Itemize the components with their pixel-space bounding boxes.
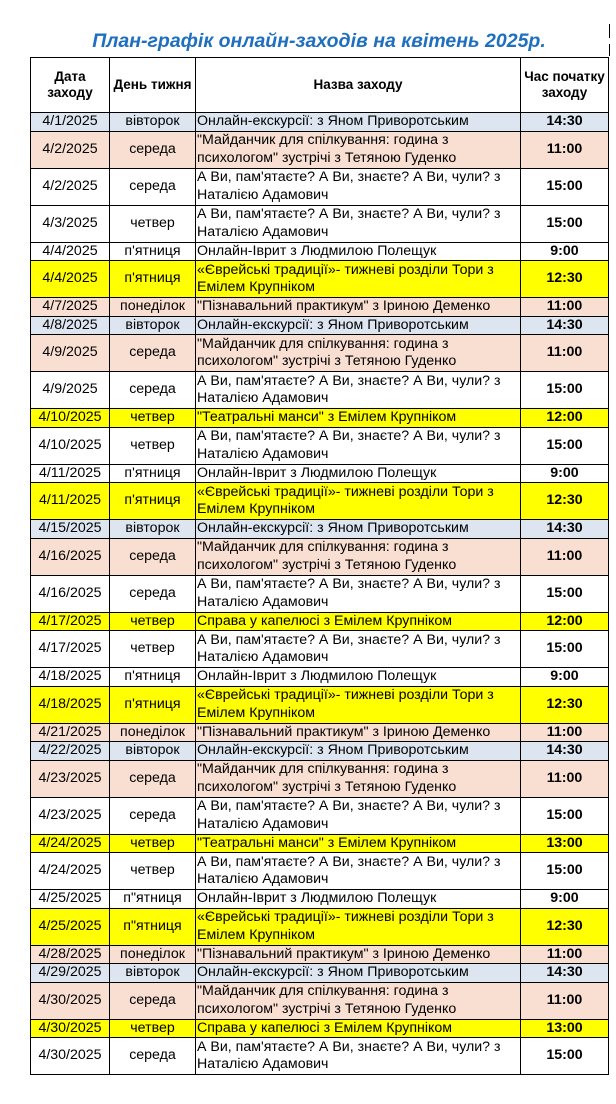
cell-event-name: Онлайн-екскурсії: з Яном Приворотським xyxy=(196,742,521,761)
table-row xyxy=(31,205,609,242)
cell-day: вівторок xyxy=(110,113,196,132)
cell-date: 4/9/2025 xyxy=(31,335,110,372)
table-row xyxy=(31,168,609,205)
cell-event-name: А Ви, пам'ятаєте? А Ви, знаєте? А Ви, чули? з Наталією Адамович xyxy=(196,1038,521,1075)
cell-start-time: 13:00 xyxy=(521,1019,609,1038)
table-row xyxy=(31,538,609,575)
cell-event-name: А Ви, пам'ятаєте? А Ви, знаєте? А Ви, чули? з Наталією Адамович xyxy=(196,797,521,834)
header-day: День тижня xyxy=(110,58,196,113)
cell-event-name: Онлайн-Іврит з Людмилою Полещук xyxy=(196,668,521,687)
header-name: Назва заходу xyxy=(196,58,521,113)
edge-divider xyxy=(609,44,610,56)
cell-date: 4/29/2025 xyxy=(31,964,110,983)
cell-event-name: "Пізнавальний практикум" з Іриною Деменко xyxy=(196,723,521,742)
cell-start-time: 12:00 xyxy=(521,612,609,631)
cell-date: 4/1/2025 xyxy=(31,113,110,132)
cell-day: понеділок xyxy=(110,723,196,742)
cell-day: четвер xyxy=(110,427,196,464)
table-row xyxy=(31,686,609,723)
cell-start-time: 15:00 xyxy=(521,205,609,242)
page-title: План-графік онлайн-заходів на квітень 2025р. xyxy=(92,30,546,52)
cell-day: середа xyxy=(110,538,196,575)
cell-start-time: 15:00 xyxy=(521,631,609,668)
cell-event-name: Онлайн-екскурсії: з Яном Приворотським xyxy=(196,520,521,539)
table-row xyxy=(31,853,609,890)
cell-date: 4/30/2025 xyxy=(31,1019,110,1038)
cell-date: 4/25/2025 xyxy=(31,908,110,945)
cell-date: 4/10/2025 xyxy=(31,409,110,428)
cell-date: 4/24/2025 xyxy=(31,834,110,853)
cell-start-time: 11:00 xyxy=(521,538,609,575)
table-row xyxy=(31,964,609,983)
cell-day: п"ятниця xyxy=(110,908,196,945)
cell-day: п'ятниця xyxy=(110,261,196,298)
cell-date: 4/16/2025 xyxy=(31,575,110,612)
table-row xyxy=(31,982,609,1019)
cell-day: середа xyxy=(110,982,196,1019)
cell-day: середа xyxy=(110,168,196,205)
table-header-row xyxy=(31,58,609,113)
cell-date: 4/11/2025 xyxy=(31,483,110,520)
table-row xyxy=(31,945,609,964)
cell-date: 4/24/2025 xyxy=(31,853,110,890)
cell-start-time: 11:00 xyxy=(521,298,609,317)
table-row xyxy=(31,631,609,668)
cell-event-name: Онлайн-екскурсії: з Яном Приворотським xyxy=(196,113,521,132)
cell-event-name: А Ви, пам'ятаєте? А Ви, знаєте? А Ви, чули? з Наталією Адамович xyxy=(196,427,521,464)
cell-start-time: 15:00 xyxy=(521,168,609,205)
cell-day: п"ятниця xyxy=(110,890,196,909)
table-row xyxy=(31,242,609,261)
table-row xyxy=(31,1019,609,1038)
cell-event-name: Справа у капелюсі з Емілем Крупніком xyxy=(196,1019,521,1038)
cell-start-time: 13:00 xyxy=(521,834,609,853)
cell-event-name: "Майданчик для спілкування: година з психологом" зустрічі з Тетяною Гуденко xyxy=(196,131,521,168)
cell-event-name: «Єврейські традиції»- тижневі розділи Тори з Емілем Крупніком xyxy=(196,686,521,723)
cell-date: 4/15/2025 xyxy=(31,520,110,539)
cell-date: 4/3/2025 xyxy=(31,205,110,242)
cell-date: 4/25/2025 xyxy=(31,890,110,909)
cell-start-time: 15:00 xyxy=(521,372,609,409)
cell-day: п'ятниця xyxy=(110,242,196,261)
table-row xyxy=(31,372,609,409)
table-row xyxy=(31,760,609,797)
table-row xyxy=(31,298,609,317)
cell-start-time: 12:00 xyxy=(521,409,609,428)
cell-date: 4/18/2025 xyxy=(31,668,110,687)
cell-day: четвер xyxy=(110,1019,196,1038)
cell-start-time: 14:30 xyxy=(521,316,609,335)
table-row xyxy=(31,113,609,132)
cell-date: 4/7/2025 xyxy=(31,298,110,317)
cell-event-name: «Єврейські традиції»- тижневі розділи Тори з Емілем Крупніком xyxy=(196,483,521,520)
table-row xyxy=(31,797,609,834)
table-row xyxy=(31,427,609,464)
cell-start-time: 12:30 xyxy=(521,908,609,945)
cell-date: 4/8/2025 xyxy=(31,316,110,335)
cell-start-time: 9:00 xyxy=(521,890,609,909)
cell-event-name: А Ви, пам'ятаєте? А Ви, знаєте? А Ви, чули? з Наталією Адамович xyxy=(196,205,521,242)
cell-start-time: 11:00 xyxy=(521,723,609,742)
cell-day: четвер xyxy=(110,631,196,668)
table-row xyxy=(31,131,609,168)
cell-event-name: "Театральні манси" з Емілем Крупніком xyxy=(196,834,521,853)
cell-date: 4/2/2025 xyxy=(31,168,110,205)
cell-day: вівторок xyxy=(110,964,196,983)
cell-event-name: Справа у капелюсі з Емілем Крупніком xyxy=(196,612,521,631)
cell-start-time: 9:00 xyxy=(521,668,609,687)
cell-event-name: Онлайн-екскурсії: з Яном Приворотським xyxy=(196,316,521,335)
table-row xyxy=(31,483,609,520)
cell-event-name: А Ви, пам'ятаєте? А Ви, знаєте? А Ви, чули? з Наталією Адамович xyxy=(196,853,521,890)
cell-start-time: 14:30 xyxy=(521,964,609,983)
cell-event-name: "Пізнавальний практикум" з Іриною Деменко xyxy=(196,945,521,964)
cell-event-name: Онлайн-Іврит з Людмилою Полещук xyxy=(196,890,521,909)
cell-date: 4/2/2025 xyxy=(31,131,110,168)
cell-day: четвер xyxy=(110,612,196,631)
cell-start-time: 15:00 xyxy=(521,1038,609,1075)
table-row xyxy=(31,316,609,335)
cell-start-time: 12:30 xyxy=(521,483,609,520)
cell-start-time: 15:00 xyxy=(521,797,609,834)
cell-day: понеділок xyxy=(110,945,196,964)
cell-day: середа xyxy=(110,131,196,168)
cell-day: середа xyxy=(110,760,196,797)
table-row xyxy=(31,575,609,612)
table-row xyxy=(31,612,609,631)
cell-day: п'ятниця xyxy=(110,668,196,687)
cell-event-name: "Пізнавальний практикум" з Іриною Деменко xyxy=(196,298,521,317)
cell-start-time: 15:00 xyxy=(521,427,609,464)
cell-start-time: 15:00 xyxy=(521,853,609,890)
table-row xyxy=(31,520,609,539)
cell-event-name: А Ви, пам'ятаєте? А Ви, знаєте? А Ви, чули? з Наталією Адамович xyxy=(196,168,521,205)
cell-day: четвер xyxy=(110,853,196,890)
table-row xyxy=(31,335,609,372)
cell-date: 4/17/2025 xyxy=(31,631,110,668)
cell-date: 4/30/2025 xyxy=(31,982,110,1019)
cell-event-name: "Майданчик для спілкування: година з психологом" зустрічі з Тетяною Гуденко xyxy=(196,538,521,575)
cell-start-time: 14:30 xyxy=(521,742,609,761)
cell-event-name: «Єврейські традиції»- тижневі розділи Тори з Емілем Крупніком xyxy=(196,261,521,298)
cell-start-time: 14:30 xyxy=(521,113,609,132)
cell-date: 4/16/2025 xyxy=(31,538,110,575)
cell-start-time: 12:30 xyxy=(521,261,609,298)
table-row xyxy=(31,1038,609,1075)
cell-event-name: "Майданчик для спілкування: година з психологом" зустрічі з Тетяною Гуденко xyxy=(196,982,521,1019)
table-row xyxy=(31,890,609,909)
cell-event-name: А Ви, пам'ятаєте? А Ви, знаєте? А Ви, чули? з Наталією Адамович xyxy=(196,575,521,612)
table-row xyxy=(31,908,609,945)
cell-event-name: "Майданчик для спілкування: година з психологом" зустрічі з Тетяною Гуденко xyxy=(196,760,521,797)
cell-start-time: 9:00 xyxy=(521,464,609,483)
cell-start-time: 9:00 xyxy=(521,242,609,261)
cell-day: п'ятниця xyxy=(110,686,196,723)
cell-start-time: 11:00 xyxy=(521,760,609,797)
cell-date: 4/10/2025 xyxy=(31,427,110,464)
table-row xyxy=(31,409,609,428)
cell-date: 4/4/2025 xyxy=(31,242,110,261)
cell-day: вівторок xyxy=(110,316,196,335)
cell-date: 4/11/2025 xyxy=(31,464,110,483)
cell-day: вівторок xyxy=(110,520,196,539)
cell-date: 4/9/2025 xyxy=(31,372,110,409)
cell-date: 4/22/2025 xyxy=(31,742,110,761)
header-time: Час початку заходу xyxy=(521,58,609,113)
cell-start-time: 12:30 xyxy=(521,686,609,723)
cell-day: середа xyxy=(110,575,196,612)
cell-event-name: "Театральні манси" з Емілем Крупніком xyxy=(196,409,521,428)
cell-event-name: Онлайн-екскурсії: з Яном Приворотським xyxy=(196,964,521,983)
cell-day: понеділок xyxy=(110,298,196,317)
cell-event-name: А Ви, пам'ятаєте? А Ви, знаєте? А Ви, чули? з Наталією Адамович xyxy=(196,631,521,668)
cell-event-name: "Майданчик для спілкування: година з психологом" зустрічі з Тетяною Гуденко xyxy=(196,335,521,372)
header-date: Дата заходу xyxy=(31,58,110,113)
cell-start-time: 11:00 xyxy=(521,131,609,168)
table-row xyxy=(31,742,609,761)
cell-event-name: А Ви, пам'ятаєте? А Ви, знаєте? А Ви, чули? з Наталією Адамович xyxy=(196,372,521,409)
cell-date: 4/17/2025 xyxy=(31,612,110,631)
cell-day: четвер xyxy=(110,205,196,242)
table-row xyxy=(31,261,609,298)
cell-date: 4/18/2025 xyxy=(31,686,110,723)
cell-day: середа xyxy=(110,1038,196,1075)
cell-day: п'ятниця xyxy=(110,483,196,520)
cell-day: середа xyxy=(110,372,196,409)
cell-day: середа xyxy=(110,797,196,834)
table-row xyxy=(31,668,609,687)
table-body xyxy=(31,113,609,1075)
cell-date: 4/4/2025 xyxy=(31,261,110,298)
cell-day: четвер xyxy=(110,409,196,428)
edge-divider xyxy=(609,24,610,38)
cell-date: 4/30/2025 xyxy=(31,1038,110,1075)
cell-event-name: «Єврейські традиції»- тижневі розділи Тори з Емілем Крупніком xyxy=(196,908,521,945)
cell-day: п'ятниця xyxy=(110,464,196,483)
cell-start-time: 11:00 xyxy=(521,982,609,1019)
cell-date: 4/21/2025 xyxy=(31,723,110,742)
cell-day: середа xyxy=(110,335,196,372)
table-row xyxy=(31,834,609,853)
table-row xyxy=(31,723,609,742)
cell-start-time: 15:00 xyxy=(521,575,609,612)
cell-start-time: 11:00 xyxy=(521,945,609,964)
cell-event-name: Онлайн-Іврит з Людмилою Полещук xyxy=(196,464,521,483)
cell-date: 4/23/2025 xyxy=(31,797,110,834)
cell-start-time: 11:00 xyxy=(521,335,609,372)
table-row xyxy=(31,464,609,483)
cell-event-name: Онлайн-Іврит з Людмилою Полещук xyxy=(196,242,521,261)
schedule-table xyxy=(30,57,609,1075)
cell-day: четвер xyxy=(110,834,196,853)
cell-date: 4/23/2025 xyxy=(31,760,110,797)
cell-date: 4/28/2025 xyxy=(31,945,110,964)
cell-day: вівторок xyxy=(110,742,196,761)
cell-start-time: 14:30 xyxy=(521,520,609,539)
